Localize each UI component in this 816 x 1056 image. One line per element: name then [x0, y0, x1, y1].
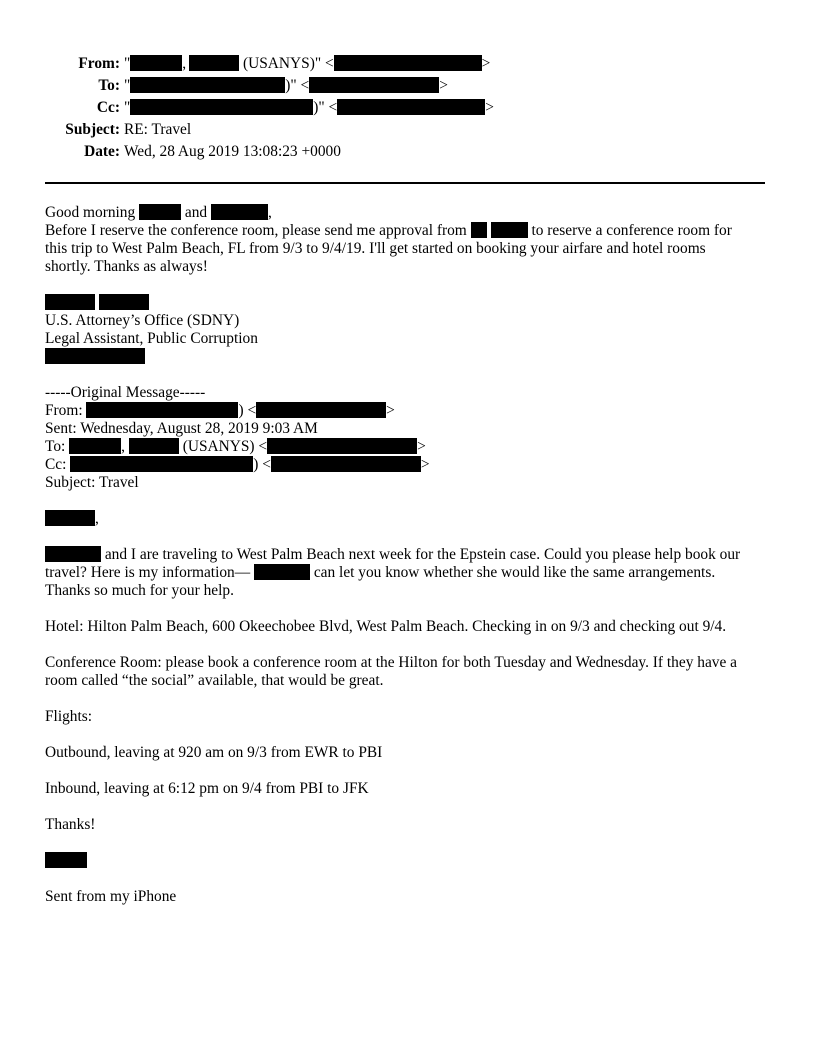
- header-divider: [45, 182, 765, 184]
- redaction: [99, 294, 149, 310]
- to-close: >: [439, 77, 448, 94]
- greeting-end: ,: [267, 204, 272, 221]
- to-mid: )" <: [285, 77, 310, 94]
- redaction: [337, 99, 485, 115]
- redaction: [45, 510, 95, 526]
- original-to-org: (USANYS) <: [178, 438, 268, 455]
- redaction: [211, 204, 268, 220]
- redaction: [130, 99, 313, 115]
- redaction: [130, 77, 285, 93]
- flights-heading: Flights:: [45, 708, 93, 725]
- signature-office: U.S. Attorney’s Office (SDNY): [45, 312, 240, 329]
- redaction: [45, 852, 87, 868]
- date-label: Date:: [84, 143, 120, 160]
- original-separator: -----Original Message-----: [45, 384, 206, 401]
- redaction: [256, 402, 386, 418]
- to-value: [120, 75, 448, 97]
- signature-title: Legal Assistant, Public Corruption: [45, 330, 258, 347]
- p1-line2-end: can let you know whether she would like the same arrangements.: [310, 564, 716, 581]
- redaction: [130, 55, 182, 71]
- redaction: [70, 456, 253, 472]
- sent-from-line: Sent from my iPhone: [45, 888, 177, 905]
- signature-name: [45, 294, 770, 312]
- cc-quote: ": [124, 99, 131, 116]
- original-subject: Subject: Travel: [45, 474, 139, 491]
- reply-line-1-start: Before I reserve the conference room, please send me approval from: [45, 222, 471, 239]
- redaction: [267, 438, 417, 454]
- from-comma: ,: [182, 55, 187, 72]
- email-header: [0, 53, 816, 163]
- original-cc-close: >: [420, 456, 430, 473]
- redaction: [271, 456, 421, 472]
- conference-line-2: room called “the social” available, that would be great.: [45, 672, 384, 689]
- original-to-comma: ,: [121, 438, 129, 455]
- reply-line-3: shortly. Thanks as always!: [45, 258, 208, 275]
- from-value: [120, 53, 490, 75]
- salutation-comma: ,: [95, 510, 99, 527]
- reply-line-2: this trip to West Palm Beach, FL from 9/3 to 9/4/19. I'll get started on booking your airfare and hotel rooms: [45, 240, 706, 257]
- cc-label: Cc:: [96, 99, 120, 116]
- greeting-start: Good morning: [45, 204, 140, 221]
- original-from-close: >: [386, 402, 395, 419]
- redaction: [139, 204, 181, 220]
- original-signature: [45, 852, 770, 870]
- original-to-close: >: [417, 438, 426, 455]
- redaction: [471, 222, 487, 238]
- p1-line2-start: travel? Here is my information—: [45, 564, 254, 581]
- redaction: [86, 402, 238, 418]
- p1-line1-text: and I are traveling to West Palm Beach next week for the Epstein case. Could you please help book our: [101, 546, 741, 563]
- cc-value: [120, 97, 494, 119]
- signature-phone: [45, 348, 770, 366]
- original-cc-label: Cc:: [45, 456, 71, 473]
- original-salutation: [45, 510, 770, 528]
- subject-label: Subject:: [65, 121, 120, 138]
- header-cc-row: [0, 97, 816, 119]
- original-p1-line2: [45, 564, 770, 582]
- from-quote: ": [124, 55, 131, 72]
- original-cc-mid: ) <: [253, 456, 271, 473]
- email-body: [45, 204, 770, 906]
- cc-close: >: [485, 99, 494, 116]
- reply-line-1: [45, 222, 770, 240]
- to-quote: ": [124, 77, 131, 94]
- redaction: [45, 546, 101, 562]
- header-subject-row: [0, 119, 816, 141]
- hotel-line: Hotel: Hilton Palm Beach, 600 Okeechobee Blvd, West Palm Beach. Checking in on 9/3 and checking out 9/4.: [45, 618, 727, 635]
- original-to-label: To:: [45, 438, 70, 455]
- subject-value: RE: Travel: [124, 121, 192, 138]
- date-value: Wed, 28 Aug 2019 13:08:23 +0000: [124, 143, 341, 160]
- conference-line-1: Conference Room: please book a conference room at the Hilton for both Tuesday and Wednesday. If they have a: [45, 654, 737, 671]
- header-from-row: [0, 53, 816, 75]
- redaction: [45, 348, 145, 364]
- redaction: [491, 222, 528, 238]
- inbound-line: Inbound, leaving at 6:12 pm on 9/4 from PBI to JFK: [45, 780, 369, 797]
- original-p1-line3: Thanks so much for your help.: [45, 582, 234, 599]
- cc-mid: )" <: [313, 99, 338, 116]
- original-p1-line1: [45, 546, 770, 564]
- original-from-mid: ) <: [238, 402, 257, 419]
- to-label: To:: [98, 77, 120, 94]
- original-from-label: From:: [45, 402, 87, 419]
- original-from: [45, 402, 770, 420]
- redaction: [189, 55, 239, 71]
- outbound-line: Outbound, leaving at 920 am on 9/3 from EWR to PBI: [45, 744, 383, 761]
- redaction: [309, 77, 439, 93]
- greeting-line: [45, 204, 770, 222]
- original-to: [45, 438, 770, 456]
- redaction: [334, 55, 482, 71]
- redaction: [45, 294, 95, 310]
- header-to-row: [0, 75, 816, 97]
- from-close: >: [481, 55, 491, 72]
- redaction: [69, 438, 121, 454]
- reply-line-1-end: to reserve a conference room for: [527, 222, 732, 239]
- greeting-and: and: [181, 204, 211, 221]
- redaction: [254, 564, 310, 580]
- from-label: From:: [78, 55, 120, 72]
- from-org: (USANYS)" <: [239, 55, 334, 72]
- original-cc: [45, 456, 770, 474]
- original-sent: Sent: Wednesday, August 28, 2019 9:03 AM: [45, 420, 318, 437]
- header-date-row: [0, 141, 816, 163]
- thanks-line: Thanks!: [45, 816, 96, 833]
- redaction: [129, 438, 179, 454]
